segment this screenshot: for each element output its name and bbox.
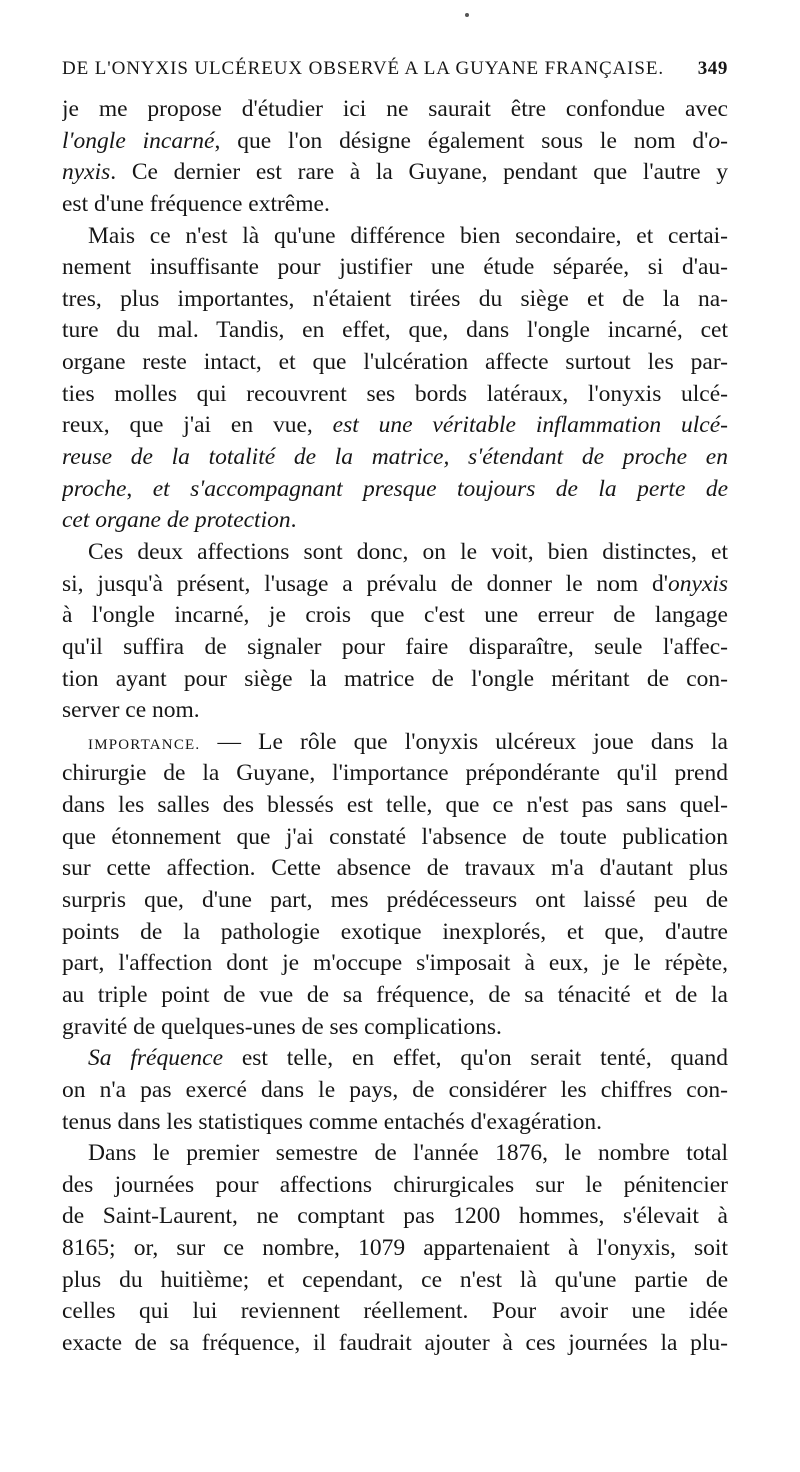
text-line — [62, 632, 728, 664]
text-run: Ces deux affections sont donc, on le voit, bien distinctes, et — [88, 538, 728, 565]
text-run: tenus dans les statistiques comme entachés d'exagération. — [62, 1108, 603, 1135]
text-run: tres, plus importantes, n'étaient tirées du siège et de la na- — [62, 285, 728, 312]
text-line — [62, 1043, 728, 1075]
text-line — [62, 126, 728, 158]
text-line — [62, 505, 728, 537]
text-run: si, jusqu'à présent, l'usage a prévalu de donner le nom d' — [62, 570, 668, 597]
text-run: organe reste intact, et que l'ulcération affecte surtout les par- — [62, 349, 728, 376]
text-run: des journées pour affections chirurgicales sur le pénitencier — [62, 1171, 728, 1198]
text-line — [62, 189, 728, 221]
text-line — [62, 1170, 728, 1202]
text-line — [62, 1075, 728, 1107]
text-run: gravité de quelques-unes de ses complications. — [62, 1013, 502, 1040]
text-line — [62, 157, 728, 189]
text-line — [62, 885, 728, 917]
text-line — [62, 1328, 728, 1360]
text-line — [62, 695, 728, 727]
text-run: part, l'affection dont je m'occupe s'imposait à eux, je le répète, — [62, 950, 728, 977]
text-run: — Le rôle que l'onyxis ulcéreux joue dans la — [200, 728, 728, 755]
text-line — [62, 537, 728, 569]
text-line — [62, 347, 728, 379]
text-run: est d'une fréquence extrême. — [62, 190, 330, 217]
text-line — [62, 1107, 728, 1139]
text-run: . Ce dernier est rare à la Guyane, pendant que l'autre y — [110, 159, 728, 186]
text-line — [62, 790, 728, 822]
italic-text: est une véritable inflammation ulcé- — [332, 412, 728, 439]
text-run: server ce nom. — [62, 697, 200, 724]
italic-text: reuse de la totalité de la matrice, s'étendant de proche en — [62, 444, 728, 471]
italic-text: proche — [62, 475, 127, 502]
text-run: , — [126, 475, 153, 502]
text-run: on n'a pas exercé dans le pays, de considérer les chiffres con- — [62, 1076, 728, 1103]
text-line — [62, 727, 728, 759]
text-line — [62, 1296, 728, 1328]
text-run: surpris que, d'une part, mes prédécesseurs ont laissé peu de — [62, 887, 728, 914]
text-run: . — [290, 507, 297, 534]
text-run: chirurgie de la Guyane, l'importance prépondérante qu'il prend — [62, 760, 728, 787]
text-line — [62, 474, 728, 506]
text-run: Mais ce n'est là qu'une différence bien secondaire, et certai- — [88, 222, 728, 249]
text-run: 8165; or, sur ce nombre, 1079 appartenaient à l'onyxis, soit — [62, 1235, 728, 1262]
section-heading: IMPORTANCE. — [88, 736, 201, 753]
running-header — [62, 58, 728, 88]
text-line — [62, 410, 728, 442]
italic-text: et s'accompagnant presque toujours de la perte de — [152, 475, 728, 502]
text-line — [62, 600, 728, 632]
text-line — [62, 853, 728, 885]
italic-text: onyxis — [667, 570, 728, 597]
text-line — [62, 948, 728, 980]
text-line — [62, 822, 728, 854]
text-run: de Saint-Laurent, ne comptant pas 1200 hommes, s'élevait à — [62, 1203, 728, 1230]
text-run: exacte de sa fréquence, il faudrait ajouter à ces journées la plu- — [62, 1329, 728, 1356]
text-run: , que l'on désigne également sous le nom d' — [214, 127, 709, 154]
text-line — [62, 315, 728, 347]
text-run: que étonnement que j'ai constaté l'absence de toute publication — [62, 823, 728, 850]
text-run: ture du mal. Tandis, en effet, que, dans l'ongle incarné, cet — [62, 317, 728, 344]
text-run: sur cette affection. Cette absence de travaux m'a d'autant plus — [62, 855, 728, 882]
text-run: tion ayant pour siège la matrice de l'ongle méritant de con- — [62, 665, 728, 692]
page-number: 349 — [697, 58, 728, 79]
text-line — [62, 917, 728, 949]
italic-text: l'ongle incarné — [62, 127, 215, 154]
running-title: DE L'ONYXIS ULCÉREUX OBSERVÉ A LA GUYANE FRANÇAISE. — [62, 58, 664, 79]
italic-text: o- — [708, 127, 728, 154]
text-line — [62, 379, 728, 411]
text-line — [62, 221, 728, 253]
text-run: nement insuffisante pour justifier une étude séparée, si d'au- — [62, 254, 728, 281]
italic-text: cet organe de protection — [62, 507, 291, 534]
text-run: dans les salles des blessés est telle, que ce n'est pas sans quel- — [62, 792, 728, 819]
body-text — [62, 94, 728, 1360]
text-run: reux, que j'ai en vue, — [62, 412, 333, 439]
text-run: plus du huitième; et cependant, ce n'est là qu'une partie de — [62, 1266, 728, 1293]
text-run: à l'ongle incarné, je crois que c'est une erreur de langage — [62, 602, 728, 629]
text-run: Dans le premier semestre de l'année 1876, le nombre total — [88, 1140, 728, 1167]
text-line — [62, 1265, 728, 1297]
italic-text: nyxis — [62, 159, 111, 186]
text-run: au triple point de vue de sa fréquence, de sa ténacité et de la — [62, 981, 728, 1008]
speck-mark — [465, 13, 469, 17]
text-line — [62, 758, 728, 790]
text-line — [62, 94, 728, 126]
text-line — [62, 1201, 728, 1233]
text-run: qu'il suffira de signaler pour faire disparaître, seule l'affec- — [62, 633, 728, 660]
text-line — [62, 569, 728, 601]
text-line — [62, 980, 728, 1012]
text-run: est telle, en effet, qu'on serait tenté, quand — [223, 1045, 728, 1072]
text-run: points de la pathologie exotique inexplorés, et que, d'autre — [62, 918, 728, 945]
text-line — [62, 284, 728, 316]
text-run: je me propose d'étudier ici ne saurait être confondue avec — [62, 96, 728, 122]
text-line — [62, 664, 728, 696]
text-line — [62, 1012, 728, 1044]
text-line — [62, 1233, 728, 1265]
text-line — [62, 1138, 728, 1170]
text-line — [62, 442, 728, 474]
italic-text: Sa fréquence — [88, 1045, 223, 1072]
text-run: celles qui lui reviennent réellement. Pour avoir une idée — [62, 1298, 728, 1325]
text-run: ties molles qui recouvrent ses bords latéraux, l'onyxis ulcé- — [62, 380, 728, 407]
text-line — [62, 252, 728, 284]
